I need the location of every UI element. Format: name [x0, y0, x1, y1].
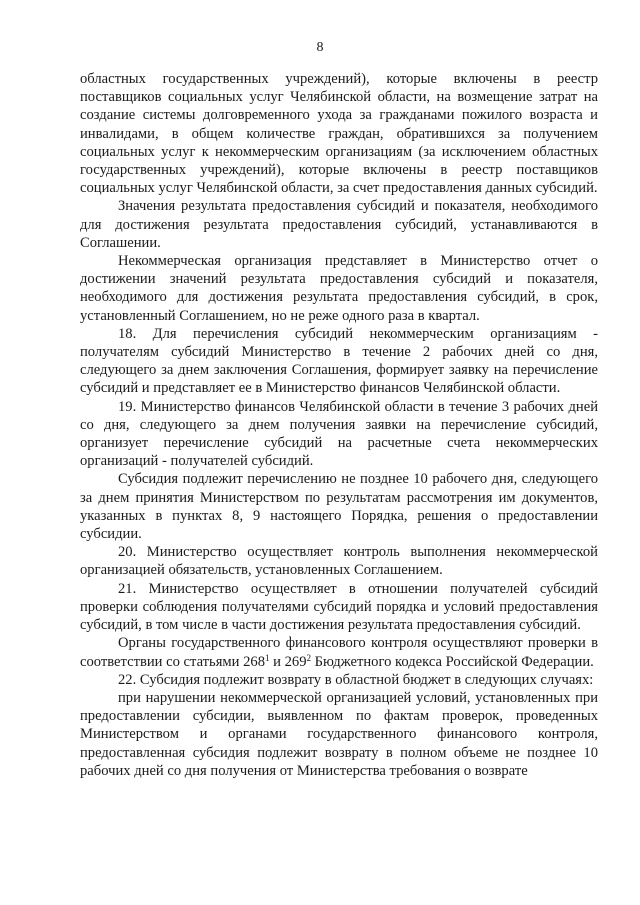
control-text-after: Бюджетного кодекса Российской Федерации.	[311, 653, 594, 670]
superscript-269: 2	[306, 652, 311, 663]
page-number: 8	[316, 40, 324, 55]
control-text-before: Органы государственного финансового контроля осуществляют проверки в соответствии со статьями 268	[80, 635, 598, 670]
paragraph-report: Некоммерческая организация представляет в Министерство отчет о достижении значений результата предоставления субсидий и показателя, необходимого для достижения результата предоставления субсидий, в срок, установленный Соглашением, но не реже одного раза в квартал.	[80, 253, 598, 324]
paragraph-result-values: Значения результата предоставления субсидий и показателя, необходимого для достижения результата предоставления субсидий, устанавливаются в Соглашении.	[80, 198, 598, 251]
paragraph-item-19: 19. Министерство финансов Челябинской области в течение 3 рабочих дней со дня, следующего за днем получения заявки на перечисление субсидий, организует перечисление субсидий на расчетные счета некоммерческих организаций - получателей субсидий.	[80, 398, 598, 470]
paragraph-continuation: областных государственных учреждений), которые включены в реестр поставщиков социальных услуг Челябинской области, на возмещение затрат на создание системы долговременного ухода за гражданами пожилого возраста и инвалидами, в общем количестве граждан, обратившихся за получением социальных услуг к некоммерческим организациям (за исключением областных государственных учреждений), которые включены в реестр поставщиков социальных услуг Челябинской области, за счет предоставления данных субсидий.	[80, 71, 598, 197]
paragraph-transfer-deadline: Субсидия подлежит перечислению не позднее 10 рабочего дня, следующего за днем принятия Министерством по результатам рассмотрения им документов, указанных в пунктах 8, 9 настоящего Порядка, решения о предоставлении субсидии.	[80, 471, 598, 543]
paragraph-financial-control	[80, 634, 598, 670]
paragraph-return-case: при нарушении некоммерческой организацией условий, установленных при предоставлении субсидии, выявленном по фактам проверок, проведенных Министерством и органами государственного финансового контроля, предоставленная субсидия подлежит возврату в полном объеме не позднее 10 рабочих дней со дня получения от Министерства требования о возврате	[80, 689, 598, 779]
paragraph-item-22: 22. Субсидия подлежит возврату в областной бюджет в следующих случаях:	[118, 671, 594, 688]
document-body	[80, 70, 598, 780]
paragraph-item-20: 20. Министерство осуществляет контроль выполнения некоммерческой организацией обязательств, установленных Соглашением.	[80, 544, 598, 579]
paragraph-item-18: 18. Для перечисления субсидий некоммерческим организациям - получателям субсидий Министерство в течение 2 рабочих дней со дня, следующего за днем заключения Соглашения, формирует заявку на перечисление субсидий и представляет ее в Министерство финансов Челябинской области.	[80, 325, 598, 397]
superscript-268: 1	[265, 652, 270, 663]
control-text-middle: и 269	[269, 653, 307, 670]
paragraph-item-21: 21. Министерство осуществляет в отношении получателей субсидий проверки соблюдения получателями субсидий порядка и условий предоставления субсидий, в том числе в части достижения результата предоставления субсидий.	[80, 580, 598, 634]
